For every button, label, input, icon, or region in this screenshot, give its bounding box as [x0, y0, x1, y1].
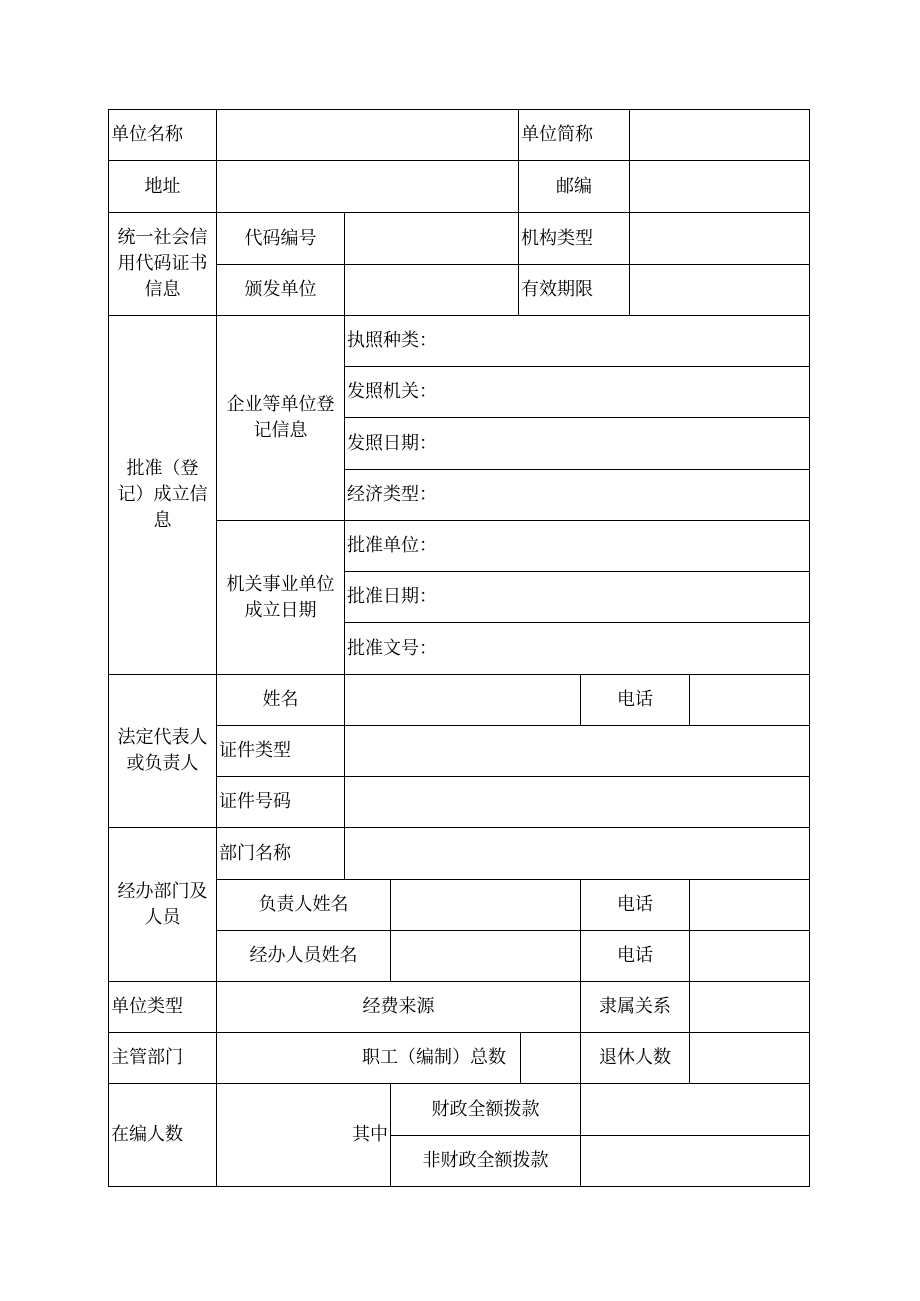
non-full-funding-label: 非财政全额拨款	[390, 1135, 581, 1187]
id-type-input[interactable]	[344, 725, 810, 777]
approving-unit-field[interactable]: 批准单位：	[344, 520, 810, 572]
address-input[interactable]	[216, 160, 519, 213]
staff-name-input[interactable]	[390, 930, 581, 982]
supervisor-label: 主管部门	[108, 1032, 217, 1084]
head-name-label: 负责人姓名	[216, 879, 391, 931]
full-funding-input[interactable]	[580, 1083, 810, 1136]
approval-section-label: 批准（登记）成立信息	[108, 315, 217, 675]
issuer-input[interactable]	[344, 264, 519, 316]
funding-source-label: 经费来源	[216, 981, 581, 1033]
credit-section-label: 统一社会信用代码证书信息	[108, 212, 217, 316]
code-number-label: 代码编号	[216, 212, 345, 265]
issuer-label: 颁发单位	[216, 264, 345, 316]
full-funding-label: 财政全额拨款	[390, 1083, 581, 1136]
address-label: 地址	[108, 160, 217, 213]
org-type-input[interactable]	[629, 212, 810, 265]
approval-date-field[interactable]: 批准日期：	[344, 571, 810, 623]
unit-short-name-label: 单位简称	[518, 109, 630, 161]
issue-date-field[interactable]: 发照日期：	[344, 417, 810, 470]
legal-rep-section-label: 法定代表人或负责人	[108, 674, 217, 828]
institution-establishment-label: 机关事业单位成立日期	[216, 520, 345, 675]
economic-type-field[interactable]: 经济类型：	[344, 469, 810, 521]
total-staff-input[interactable]	[520, 1032, 581, 1084]
affiliation-label: 隶属关系	[580, 981, 690, 1033]
of-which-label: 其中	[216, 1083, 391, 1187]
retired-count-input[interactable]	[689, 1032, 810, 1084]
legal-rep-phone-input[interactable]	[689, 674, 810, 726]
head-name-input[interactable]	[390, 879, 581, 931]
validity-input[interactable]	[629, 264, 810, 316]
total-staff-label: 职工（编制）总数	[216, 1032, 521, 1084]
org-type-label: 机构类型	[518, 212, 630, 265]
postcode-input[interactable]	[629, 160, 810, 213]
id-number-label: 证件号码	[216, 776, 345, 828]
staff-phone-input[interactable]	[689, 930, 810, 982]
postcode-label: 邮编	[518, 160, 630, 213]
unit-short-name-input[interactable]	[629, 109, 810, 161]
legal-rep-name-label: 姓名	[216, 674, 345, 726]
head-phone-label: 电话	[580, 879, 690, 931]
issuing-authority-field[interactable]: 发照机关：	[344, 366, 810, 418]
id-number-input[interactable]	[344, 776, 810, 828]
license-type-field[interactable]: 执照种类：	[344, 315, 810, 367]
head-phone-input[interactable]	[689, 879, 810, 931]
unit-name-input[interactable]	[216, 109, 519, 161]
unit-type-label: 单位类型	[108, 981, 217, 1033]
affiliation-input[interactable]	[689, 981, 810, 1033]
validity-label: 有效期限	[518, 264, 630, 316]
retired-count-label: 退休人数	[580, 1032, 690, 1084]
id-type-label: 证件类型	[216, 725, 345, 777]
enterprise-registration-label: 企业等单位登记信息	[216, 315, 345, 521]
code-number-input[interactable]	[344, 212, 519, 265]
staff-name-label: 经办人员姓名	[216, 930, 391, 982]
department-name-input[interactable]	[344, 827, 810, 880]
staff-phone-label: 电话	[580, 930, 690, 982]
unit-name-label: 单位名称	[108, 109, 217, 161]
legal-rep-name-input[interactable]	[344, 674, 581, 726]
legal-rep-phone-label: 电话	[580, 674, 690, 726]
handling-section-label: 经办部门及人员	[108, 827, 217, 982]
approval-document-number-field[interactable]: 批准文号：	[344, 622, 810, 675]
non-full-funding-input[interactable]	[580, 1135, 810, 1187]
department-name-label: 部门名称	[216, 827, 345, 880]
on-roll-count-label: 在编人数	[108, 1083, 217, 1187]
